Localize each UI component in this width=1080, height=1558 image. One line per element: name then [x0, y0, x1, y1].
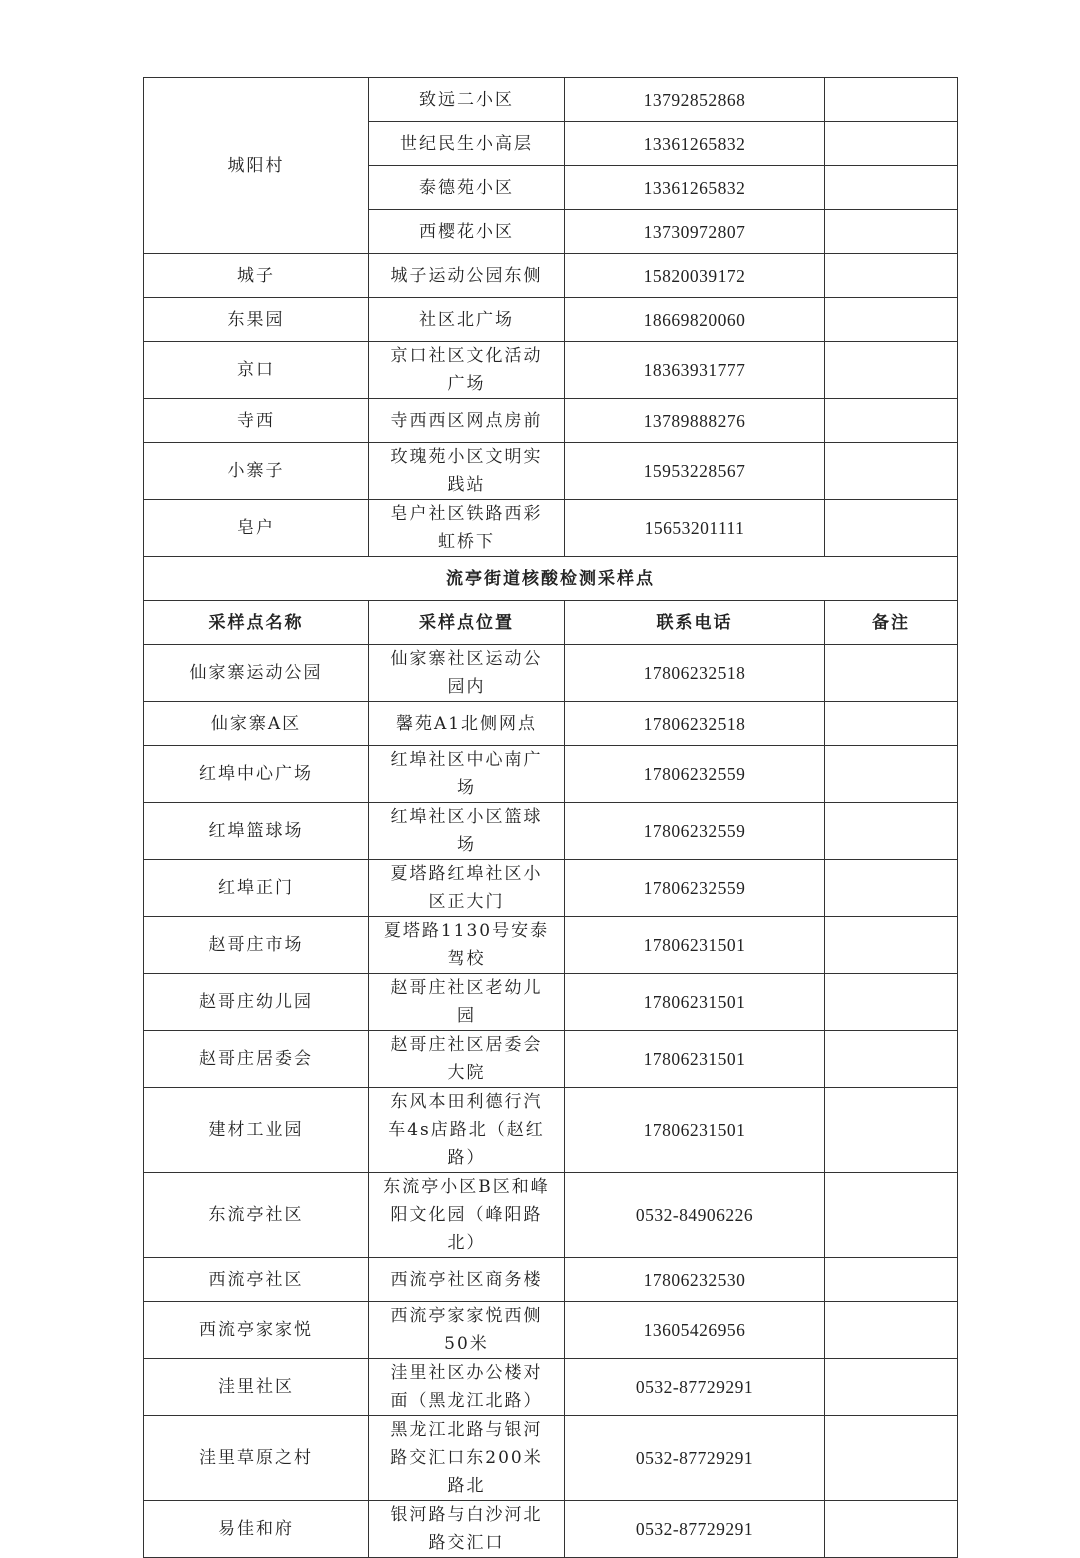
table-row — [144, 500, 958, 557]
location-cell: 仙家寨社区运动公园内 — [369, 645, 565, 702]
note-cell — [825, 702, 958, 746]
location-cell: 赵哥庄社区老幼儿园 — [369, 974, 565, 1031]
table-row — [144, 1088, 958, 1173]
table-row — [144, 1258, 958, 1302]
name-cell: 西流亭家家悦 — [144, 1302, 369, 1359]
phone-cell: 15953228567 — [565, 443, 825, 500]
location-cell: 银河路与白沙河北路交汇口 — [369, 1501, 565, 1558]
phone-cell: 0532-84906226 — [565, 1173, 825, 1258]
section-title: 流亭街道核酸检测采样点 — [144, 557, 958, 601]
phone-cell: 0532-87729291 — [565, 1501, 825, 1558]
phone-cell: 17806231501 — [565, 1088, 825, 1173]
location-cell: 夏塔路红埠社区小区正大门 — [369, 860, 565, 917]
header-row — [144, 601, 958, 645]
note-cell — [825, 1501, 958, 1558]
phone-cell: 13792852868 — [565, 78, 825, 122]
location-cell: 洼里社区办公楼对面（黑龙江北路） — [369, 1359, 565, 1416]
note-cell — [825, 1416, 958, 1501]
location-cell: 红埠社区中心南广场 — [369, 746, 565, 803]
table-row — [144, 254, 958, 298]
note-cell — [825, 1173, 958, 1258]
note-cell — [825, 860, 958, 917]
note-cell — [825, 210, 958, 254]
table-row — [144, 803, 958, 860]
table-row — [144, 1173, 958, 1258]
header-note: 备注 — [825, 601, 958, 645]
location-cell: 皂户社区铁路西彩虹桥下 — [369, 500, 565, 557]
location-cell: 西流亭社区商务楼 — [369, 1258, 565, 1302]
table-row — [144, 443, 958, 500]
location-cell: 馨苑A1北侧网点 — [369, 702, 565, 746]
header-name: 采样点名称 — [144, 601, 369, 645]
note-cell — [825, 298, 958, 342]
table-row — [144, 1302, 958, 1359]
name-cell: 建材工业园 — [144, 1088, 369, 1173]
phone-cell: 17806232518 — [565, 702, 825, 746]
table-row — [144, 974, 958, 1031]
location-cell: 玫瑰苑小区文明实践站 — [369, 443, 565, 500]
note-cell — [825, 443, 958, 500]
phone-cell: 17806232530 — [565, 1258, 825, 1302]
table-row — [144, 702, 958, 746]
note-cell — [825, 746, 958, 803]
location-cell: 东风本田利德行汽车4s店路北（赵红路） — [369, 1088, 565, 1173]
location-cell: 城子运动公园东侧 — [369, 254, 565, 298]
name-cell: 洼里社区 — [144, 1359, 369, 1416]
phone-cell: 17806232559 — [565, 860, 825, 917]
phone-cell: 17806231501 — [565, 1031, 825, 1088]
note-cell — [825, 803, 958, 860]
name-cell: 皂户 — [144, 500, 369, 557]
phone-cell: 15820039172 — [565, 254, 825, 298]
location-cell: 西流亭家家悦西侧50米 — [369, 1302, 565, 1359]
table-row — [144, 1359, 958, 1416]
phone-cell: 13730972807 — [565, 210, 825, 254]
location-cell: 夏塔路1130号安泰驾校 — [369, 917, 565, 974]
note-cell — [825, 342, 958, 399]
note-cell — [825, 974, 958, 1031]
name-cell: 京口 — [144, 342, 369, 399]
note-cell — [825, 500, 958, 557]
note-cell — [825, 1359, 958, 1416]
phone-cell: 17806232518 — [565, 645, 825, 702]
table-row — [144, 78, 958, 122]
note-cell — [825, 645, 958, 702]
name-cell: 城子 — [144, 254, 369, 298]
table-row — [144, 645, 958, 702]
location-cell: 赵哥庄社区居委会大院 — [369, 1031, 565, 1088]
location-cell: 寺西西区网点房前 — [369, 399, 565, 443]
name-cell: 赵哥庄市场 — [144, 917, 369, 974]
location-cell: 西樱花小区 — [369, 210, 565, 254]
phone-cell: 17806231501 — [565, 917, 825, 974]
note-cell — [825, 78, 958, 122]
phone-cell: 17806232559 — [565, 803, 825, 860]
table-row — [144, 860, 958, 917]
phone-cell: 15653201111 — [565, 500, 825, 557]
note-cell — [825, 1258, 958, 1302]
note-cell — [825, 917, 958, 974]
phone-cell: 13789888276 — [565, 399, 825, 443]
note-cell — [825, 1031, 958, 1088]
phone-cell: 13605426956 — [565, 1302, 825, 1359]
name-cell: 洼里草原之村 — [144, 1416, 369, 1501]
location-cell: 东流亭小区B区和峰阳文化园（峰阳路北） — [369, 1173, 565, 1258]
phone-cell: 17806232559 — [565, 746, 825, 803]
table-row — [144, 917, 958, 974]
table-row — [144, 298, 958, 342]
location-cell: 世纪民生小高层 — [369, 122, 565, 166]
phone-cell: 18363931777 — [565, 342, 825, 399]
name-cell: 赵哥庄居委会 — [144, 1031, 369, 1088]
table-row — [144, 1031, 958, 1088]
phone-cell: 18669820060 — [565, 298, 825, 342]
table-row — [144, 746, 958, 803]
name-cell: 红埠中心广场 — [144, 746, 369, 803]
name-cell: 西流亭社区 — [144, 1258, 369, 1302]
location-cell: 黑龙江北路与银河路交汇口东200米路北 — [369, 1416, 565, 1501]
note-cell — [825, 254, 958, 298]
name-cell: 小寨子 — [144, 443, 369, 500]
location-cell: 泰德苑小区 — [369, 166, 565, 210]
location-cell: 社区北广场 — [369, 298, 565, 342]
name-cell: 赵哥庄幼儿园 — [144, 974, 369, 1031]
phone-cell: 17806231501 — [565, 974, 825, 1031]
name-cell: 仙家寨运动公园 — [144, 645, 369, 702]
phone-cell: 13361265832 — [565, 166, 825, 210]
location-cell: 京口社区文化活动广场 — [369, 342, 565, 399]
table-row — [144, 1501, 958, 1558]
phone-cell: 0532-87729291 — [565, 1416, 825, 1501]
sampling-points-table — [143, 77, 958, 1558]
note-cell — [825, 399, 958, 443]
phone-cell: 13361265832 — [565, 122, 825, 166]
section-title-row — [144, 557, 958, 601]
name-cell: 仙家寨A区 — [144, 702, 369, 746]
village-name-cell: 城阳村 — [144, 78, 369, 254]
name-cell: 红埠篮球场 — [144, 803, 369, 860]
note-cell — [825, 122, 958, 166]
table-row — [144, 1416, 958, 1501]
name-cell: 寺西 — [144, 399, 369, 443]
header-location: 采样点位置 — [369, 601, 565, 645]
name-cell: 东果园 — [144, 298, 369, 342]
note-cell — [825, 166, 958, 210]
name-cell: 东流亭社区 — [144, 1173, 369, 1258]
table-row — [144, 399, 958, 443]
table-row — [144, 342, 958, 399]
header-phone: 联系电话 — [565, 601, 825, 645]
phone-cell: 0532-87729291 — [565, 1359, 825, 1416]
name-cell: 红埠正门 — [144, 860, 369, 917]
name-cell: 易佳和府 — [144, 1501, 369, 1558]
location-cell: 红埠社区小区篮球场 — [369, 803, 565, 860]
location-cell: 致远二小区 — [369, 78, 565, 122]
note-cell — [825, 1302, 958, 1359]
note-cell — [825, 1088, 958, 1173]
